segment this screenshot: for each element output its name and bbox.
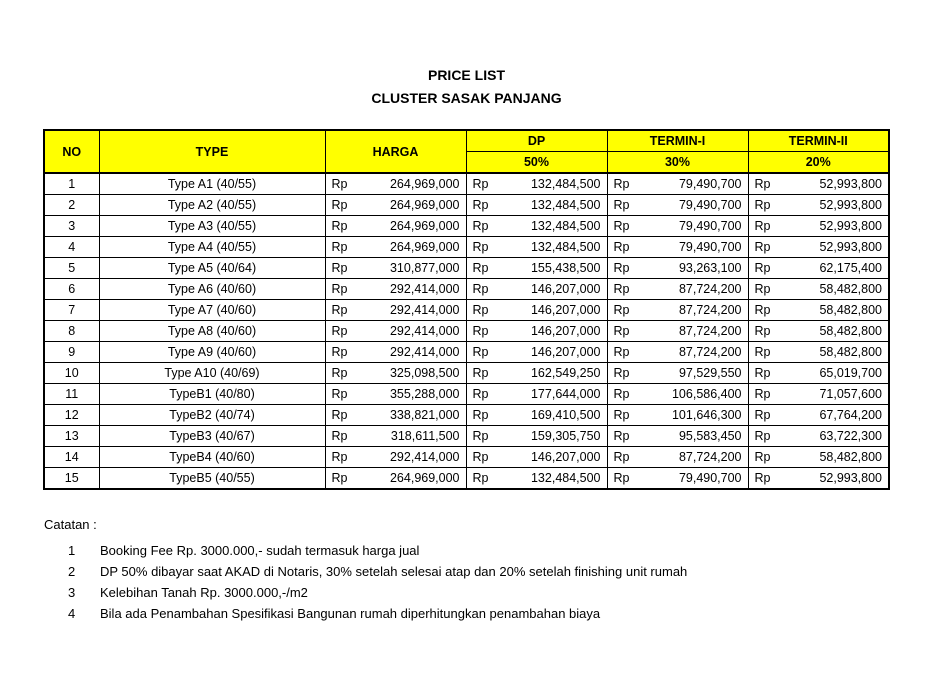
row-dp-cell	[466, 405, 607, 426]
amount-value: 355,288,000	[389, 387, 460, 401]
amount-value: 93,263,100	[678, 261, 742, 275]
row-t1-cell	[607, 468, 748, 490]
row-harga-cell	[325, 216, 466, 237]
currency-label: Rp	[331, 345, 348, 359]
amount-value: 97,529,550	[678, 366, 742, 380]
table-row	[44, 237, 889, 258]
note-item	[44, 603, 687, 624]
amount-value: 87,724,200	[678, 282, 742, 296]
amount-value: 52,993,800	[819, 471, 882, 485]
amount-value: 52,993,800	[819, 240, 882, 254]
row-number: 8	[44, 321, 99, 342]
note-number: 3	[68, 585, 76, 600]
amount-value: 169,410,500	[530, 408, 601, 422]
amount-value: 155,438,500	[530, 261, 601, 275]
amount-value: 292,414,000	[389, 282, 460, 296]
row-number: 11	[44, 384, 99, 405]
currency-label: Rp	[472, 429, 489, 443]
amount-value: 106,586,400	[671, 387, 742, 401]
currency-label: Rp	[613, 177, 630, 191]
row-number: 1	[44, 173, 99, 195]
row-t2-cell	[748, 468, 889, 490]
row-number: 2	[44, 195, 99, 216]
currency-label: Rp	[331, 471, 348, 485]
currency-label: Rp	[613, 366, 630, 380]
row-type: Type A7 (40/60)	[99, 300, 325, 321]
row-harga-cell	[325, 279, 466, 300]
currency-label: Rp	[754, 198, 771, 212]
amount-value: 87,724,200	[678, 450, 742, 464]
row-type: Type A10 (40/69)	[99, 363, 325, 384]
currency-label: Rp	[613, 387, 630, 401]
amount-value: 101,646,300	[671, 408, 742, 422]
header-termin-2: TERMIN-II	[748, 130, 889, 152]
currency-label: Rp	[613, 471, 630, 485]
currency-label: Rp	[754, 303, 771, 317]
amount-value: 325,098,500	[389, 366, 460, 380]
currency-label: Rp	[331, 450, 348, 464]
amount-value: 58,482,800	[819, 324, 882, 338]
amount-value: 95,583,450	[678, 429, 742, 443]
amount-value: 146,207,000	[530, 450, 601, 464]
currency-label: Rp	[613, 450, 630, 464]
row-harga-cell	[325, 426, 466, 447]
row-t2-cell	[748, 279, 889, 300]
row-dp-cell	[466, 342, 607, 363]
currency-label: Rp	[472, 282, 489, 296]
row-harga-cell	[325, 405, 466, 426]
row-type: Type A3 (40/55)	[99, 216, 325, 237]
amount-value: 132,484,500	[530, 177, 601, 191]
amount-value: 318,611,500	[390, 429, 460, 443]
currency-label: Rp	[331, 366, 348, 380]
currency-label: Rp	[754, 177, 771, 191]
price-table	[43, 129, 890, 490]
amount-value: 146,207,000	[530, 345, 601, 359]
amount-value: 52,993,800	[819, 177, 882, 191]
currency-label: Rp	[613, 282, 630, 296]
row-t1-cell	[607, 405, 748, 426]
header-type: TYPE	[99, 130, 325, 173]
currency-label: Rp	[331, 303, 348, 317]
header-no: NO	[44, 130, 99, 173]
currency-label: Rp	[331, 408, 348, 422]
row-t1-cell	[607, 363, 748, 384]
amount-value: 79,490,700	[678, 219, 742, 233]
amount-value: 63,722,300	[819, 429, 882, 443]
currency-label: Rp	[754, 387, 771, 401]
header-termin-1-percent: 30%	[607, 152, 748, 174]
currency-label: Rp	[613, 324, 630, 338]
amount-value: 87,724,200	[678, 345, 742, 359]
amount-value: 264,969,000	[389, 177, 460, 191]
amount-value: 132,484,500	[530, 219, 601, 233]
note-item	[44, 561, 687, 582]
currency-label: Rp	[613, 429, 630, 443]
amount-value: 62,175,400	[819, 261, 882, 275]
amount-value: 292,414,000	[389, 324, 460, 338]
note-text: Bila ada Penambahan Spesifikasi Bangunan rumah diperhitungkan penambahan biaya	[100, 606, 601, 621]
row-dp-cell	[466, 447, 607, 468]
row-dp-cell	[466, 363, 607, 384]
row-number: 7	[44, 300, 99, 321]
currency-label: Rp	[472, 345, 489, 359]
currency-label: Rp	[613, 303, 630, 317]
row-t2-cell	[748, 426, 889, 447]
row-harga-cell	[325, 300, 466, 321]
amount-value: 146,207,000	[530, 282, 601, 296]
currency-label: Rp	[613, 261, 630, 275]
currency-label: Rp	[331, 261, 348, 275]
amount-value: 58,482,800	[819, 303, 882, 317]
row-t1-cell	[607, 237, 748, 258]
page-title: PRICE LIST	[427, 67, 505, 83]
row-t1-cell	[607, 279, 748, 300]
row-harga-cell	[325, 447, 466, 468]
row-t2-cell	[748, 384, 889, 405]
row-t1-cell	[607, 173, 748, 195]
row-dp-cell	[466, 279, 607, 300]
header-dp-percent: 50%	[466, 152, 607, 174]
table-row	[44, 405, 889, 426]
currency-label: Rp	[472, 471, 489, 485]
amount-value: 52,993,800	[819, 198, 882, 212]
row-number: 13	[44, 426, 99, 447]
currency-label: Rp	[472, 366, 489, 380]
row-t1-cell	[607, 426, 748, 447]
row-dp-cell	[466, 384, 607, 405]
header-termin-1: TERMIN-I	[607, 130, 748, 152]
page-subtitle: CLUSTER SASAK PANJANG	[371, 90, 562, 106]
amount-value: 162,549,250	[530, 366, 601, 380]
row-type: TypeB4 (40/60)	[99, 447, 325, 468]
currency-label: Rp	[472, 261, 489, 275]
row-harga-cell	[325, 258, 466, 279]
row-type: TypeB1 (40/80)	[99, 384, 325, 405]
amount-value: 292,414,000	[389, 345, 460, 359]
row-harga-cell	[325, 173, 466, 195]
row-dp-cell	[466, 258, 607, 279]
row-dp-cell	[466, 426, 607, 447]
row-type: Type A6 (40/60)	[99, 279, 325, 300]
currency-label: Rp	[472, 240, 489, 254]
amount-value: 87,724,200	[678, 324, 742, 338]
currency-label: Rp	[754, 471, 771, 485]
row-harga-cell	[325, 342, 466, 363]
amount-value: 79,490,700	[678, 198, 742, 212]
row-type: Type A4 (40/55)	[99, 237, 325, 258]
note-item	[44, 540, 687, 561]
row-t2-cell	[748, 300, 889, 321]
currency-label: Rp	[331, 282, 348, 296]
row-type: TypeB2 (40/74)	[99, 405, 325, 426]
row-t2-cell	[748, 405, 889, 426]
currency-label: Rp	[613, 408, 630, 422]
table-row	[44, 384, 889, 405]
note-number: 2	[68, 564, 76, 579]
table-row	[44, 447, 889, 468]
row-number: 3	[44, 216, 99, 237]
row-number: 12	[44, 405, 99, 426]
amount-value: 146,207,000	[530, 303, 601, 317]
row-number: 14	[44, 447, 99, 468]
currency-label: Rp	[331, 198, 348, 212]
currency-label: Rp	[754, 240, 771, 254]
amount-value: 67,764,200	[819, 408, 882, 422]
amount-value: 79,490,700	[678, 240, 742, 254]
row-dp-cell	[466, 173, 607, 195]
table-row	[44, 300, 889, 321]
amount-value: 132,484,500	[530, 198, 601, 212]
notes-heading: Catatan :	[44, 517, 97, 532]
table-row	[44, 195, 889, 216]
amount-value: 79,490,700	[678, 471, 742, 485]
currency-label: Rp	[754, 324, 771, 338]
row-number: 4	[44, 237, 99, 258]
price-table-body	[44, 173, 889, 489]
row-dp-cell	[466, 321, 607, 342]
amount-value: 87,724,200	[678, 303, 742, 317]
amount-value: 264,969,000	[389, 198, 460, 212]
row-harga-cell	[325, 237, 466, 258]
currency-label: Rp	[472, 198, 489, 212]
table-row	[44, 426, 889, 447]
amount-value: 292,414,000	[389, 303, 460, 317]
header-harga: HARGA	[325, 130, 466, 173]
note-text: Booking Fee Rp. 3000.000,- sudah termasuk harga jual	[100, 543, 420, 558]
row-t2-cell	[748, 237, 889, 258]
currency-label: Rp	[331, 429, 348, 443]
amount-value: 132,484,500	[530, 240, 601, 254]
row-dp-cell	[466, 216, 607, 237]
currency-label: Rp	[472, 324, 489, 338]
notes-list	[44, 540, 687, 624]
amount-value: 58,482,800	[819, 282, 882, 296]
table-row	[44, 363, 889, 384]
row-t1-cell	[607, 195, 748, 216]
amount-value: 264,969,000	[389, 240, 460, 254]
row-t2-cell	[748, 321, 889, 342]
currency-label: Rp	[472, 387, 489, 401]
note-text: Kelebihan Tanah Rp. 3000.000,-/m2	[100, 585, 308, 600]
table-row	[44, 279, 889, 300]
currency-label: Rp	[754, 450, 771, 464]
amount-value: 58,482,800	[819, 345, 882, 359]
notes-section	[44, 517, 687, 624]
amount-value: 146,207,000	[530, 324, 601, 338]
amount-value: 52,993,800	[819, 219, 882, 233]
row-number: 15	[44, 468, 99, 490]
row-t2-cell	[748, 342, 889, 363]
row-number: 5	[44, 258, 99, 279]
table-row	[44, 216, 889, 237]
table-row	[44, 342, 889, 363]
currency-label: Rp	[331, 387, 348, 401]
row-type: TypeB3 (40/67)	[99, 426, 325, 447]
amount-value: 264,969,000	[389, 219, 460, 233]
row-t1-cell	[607, 216, 748, 237]
row-harga-cell	[325, 195, 466, 216]
note-number: 1	[68, 543, 76, 558]
amount-value: 338,821,000	[389, 408, 460, 422]
table-row	[44, 258, 889, 279]
note-item	[44, 582, 687, 603]
row-harga-cell	[325, 468, 466, 490]
row-number: 6	[44, 279, 99, 300]
row-t1-cell	[607, 300, 748, 321]
currency-label: Rp	[754, 345, 771, 359]
row-t2-cell	[748, 447, 889, 468]
amount-value: 79,490,700	[678, 177, 742, 191]
row-type: Type A9 (40/60)	[99, 342, 325, 363]
currency-label: Rp	[754, 219, 771, 233]
row-type: Type A5 (40/64)	[99, 258, 325, 279]
row-t2-cell	[748, 216, 889, 237]
row-harga-cell	[325, 321, 466, 342]
header-dp: DP	[466, 130, 607, 152]
currency-label: Rp	[754, 366, 771, 380]
row-dp-cell	[466, 300, 607, 321]
currency-label: Rp	[472, 177, 489, 191]
currency-label: Rp	[754, 282, 771, 296]
table-row	[44, 468, 889, 490]
row-t1-cell	[607, 384, 748, 405]
row-dp-cell	[466, 237, 607, 258]
amount-value: 58,482,800	[819, 450, 882, 464]
row-t1-cell	[607, 258, 748, 279]
currency-label: Rp	[472, 303, 489, 317]
currency-label: Rp	[331, 324, 348, 338]
row-t1-cell	[607, 447, 748, 468]
row-harga-cell	[325, 384, 466, 405]
row-t2-cell	[748, 363, 889, 384]
currency-label: Rp	[754, 429, 771, 443]
row-type: Type A8 (40/60)	[99, 321, 325, 342]
note-number: 4	[68, 606, 76, 621]
currency-label: Rp	[754, 408, 771, 422]
currency-label: Rp	[331, 177, 348, 191]
amount-value: 177,644,000	[530, 387, 601, 401]
row-t1-cell	[607, 321, 748, 342]
amount-value: 159,305,750	[530, 429, 601, 443]
currency-label: Rp	[613, 198, 630, 212]
amount-value: 65,019,700	[819, 366, 882, 380]
currency-label: Rp	[472, 450, 489, 464]
table-row	[44, 173, 889, 195]
currency-label: Rp	[613, 240, 630, 254]
currency-label: Rp	[472, 219, 489, 233]
row-number: 9	[44, 342, 99, 363]
row-dp-cell	[466, 468, 607, 490]
row-t2-cell	[748, 195, 889, 216]
row-number: 10	[44, 363, 99, 384]
currency-label: Rp	[331, 240, 348, 254]
note-text: DP 50% dibayar saat AKAD di Notaris, 30% setelah selesai atap dan 20% setelah finishing unit rumah	[100, 564, 688, 579]
row-dp-cell	[466, 195, 607, 216]
row-harga-cell	[325, 363, 466, 384]
row-type: Type A2 (40/55)	[99, 195, 325, 216]
table-row	[44, 321, 889, 342]
row-type: Type A1 (40/55)	[99, 173, 325, 195]
amount-value: 71,057,600	[819, 387, 882, 401]
row-type: TypeB5 (40/55)	[99, 468, 325, 490]
amount-value: 132,484,500	[530, 471, 601, 485]
amount-value: 292,414,000	[389, 450, 460, 464]
row-t2-cell	[748, 173, 889, 195]
currency-label: Rp	[472, 408, 489, 422]
amount-value: 264,969,000	[389, 471, 460, 485]
amount-value: 310,877,000	[389, 261, 460, 275]
row-t2-cell	[748, 258, 889, 279]
currency-label: Rp	[331, 219, 348, 233]
currency-label: Rp	[613, 345, 630, 359]
currency-label: Rp	[613, 219, 630, 233]
row-t1-cell	[607, 342, 748, 363]
currency-label: Rp	[754, 261, 771, 275]
header-termin-2-percent: 20%	[748, 152, 889, 174]
